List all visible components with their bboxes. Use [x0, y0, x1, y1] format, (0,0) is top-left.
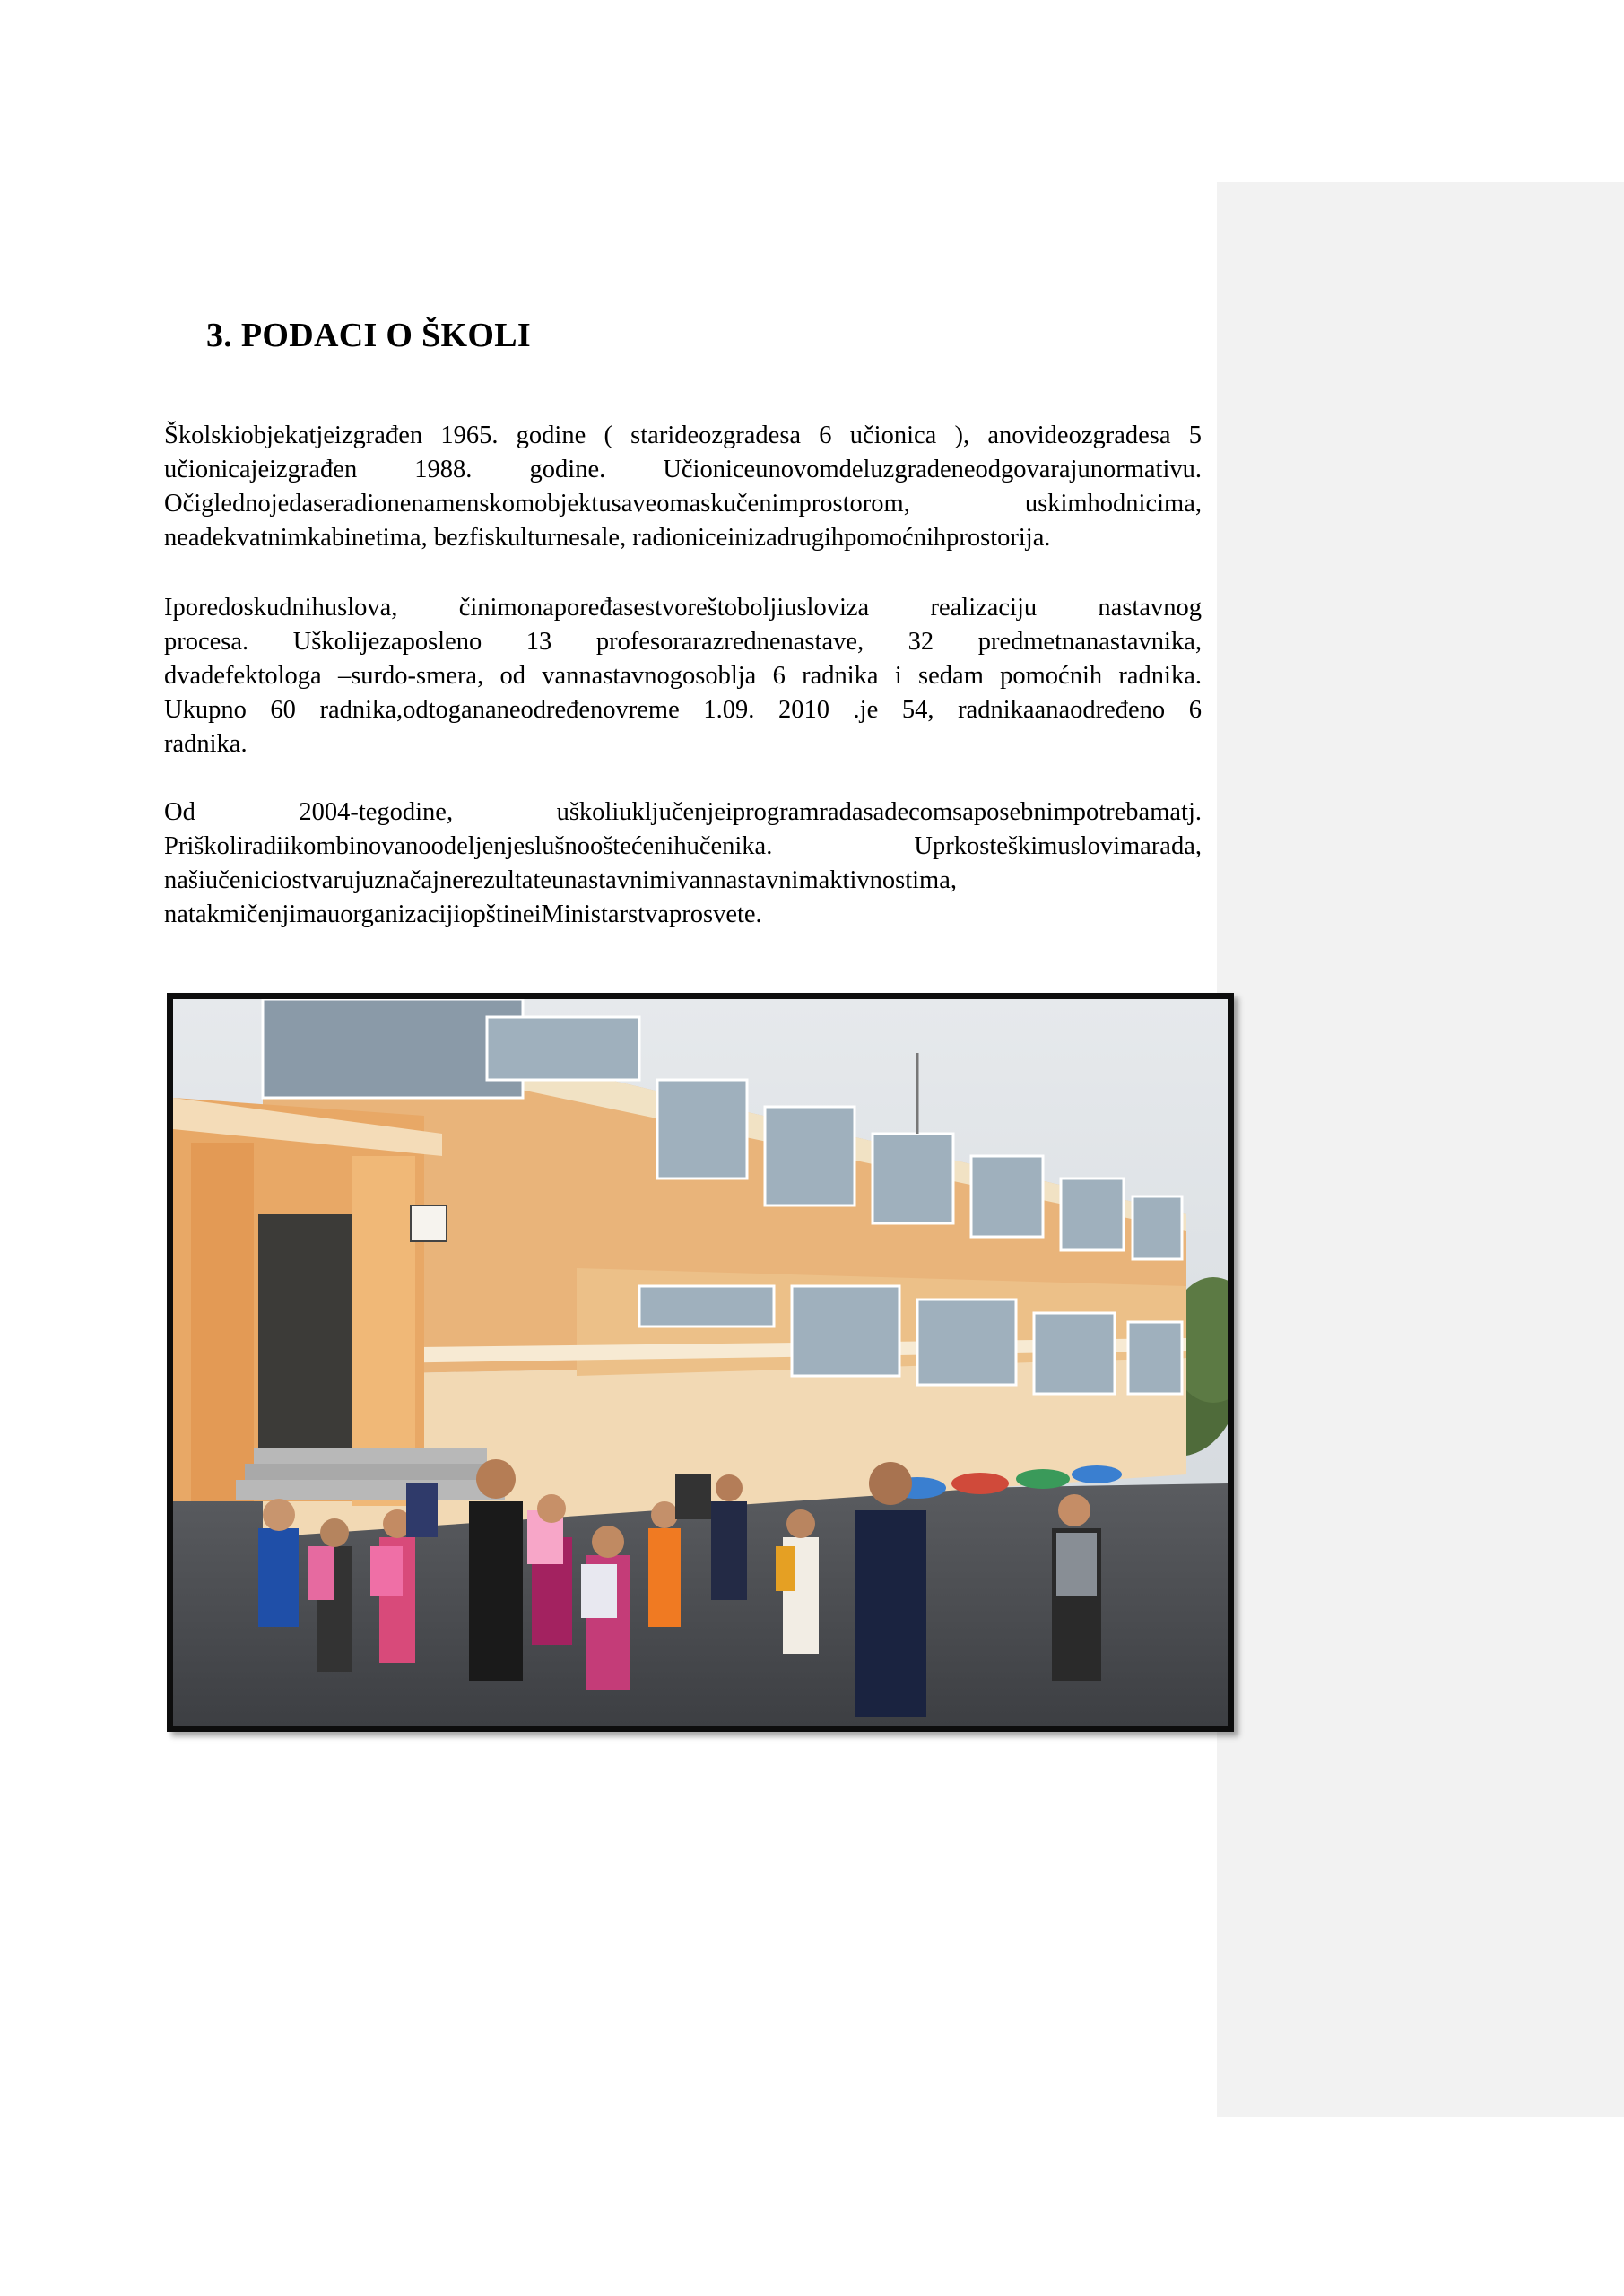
school-building-photo: [167, 993, 1234, 1732]
section-heading: 3. PODACI O ŠKOLI: [206, 317, 531, 354]
text-line: Ukupno 60 radnika,odtogananeodređenovreme 1.09. 2010 .je 54, radnikaanaodređeno 6: [164, 696, 1202, 724]
paragraph-building: [164, 419, 1202, 555]
text-line: dvadefektologa –surdo-smera, od vannastavnogosoblja 6 radnika i sedam pomoćnih radnika.: [164, 662, 1202, 690]
text-line: Školskiobjekatjeizgrađen 1965. godine ( starideozgradesa 6 učionica ), anovideozgradesa 5: [164, 422, 1202, 449]
school-building-illustration: [173, 999, 1228, 1726]
paragraph-programs: [164, 796, 1202, 932]
text-line: Iporedoskudnihuslova, činimonapoređasestvoreštoboljiusloviza realizaciju nastavnog: [164, 594, 1202, 622]
text-line: natakmičenjimauorganizacijiopštineiMinistarstvaprosvete.: [164, 900, 762, 928]
text-line: Priškoliradiikombinovanoodeljenjeslušnooštećenihučenika. Uprkosteškimuslovimarada,: [164, 832, 1202, 860]
text-line: Od 2004-tegodine, uškoliuključenjeiprogramradasadecomsaposebnimpotrebamatj.: [164, 798, 1202, 826]
paragraph-staff: [164, 591, 1202, 761]
text-line: neadekvatnimkabinetima, bezfiskulturnesale, radioniceinizadrugihpomoćnihprostorija.: [164, 524, 1051, 552]
text-line: procesa. Uškolijezaposleno 13 profesorarazrednenastave, 32 predmetnanastavnika,: [164, 628, 1202, 656]
text-line: učionicajeizgrađen 1988. godine. Učioniceunovomdeluzgradeneodgovarajunormativu.: [164, 456, 1202, 483]
text-line: Očiglednojedaseradionenamenskomobjektusaveomaskučenimprostorom, uskimhodnicima,: [164, 490, 1202, 517]
comment-margin-pane: [1217, 182, 1624, 2117]
text-line: našiučeniciostvarujuznačajnerezultateunastavnimivannastavnimaktivnostima,: [164, 866, 957, 894]
text-line: radnika.: [164, 730, 248, 758]
